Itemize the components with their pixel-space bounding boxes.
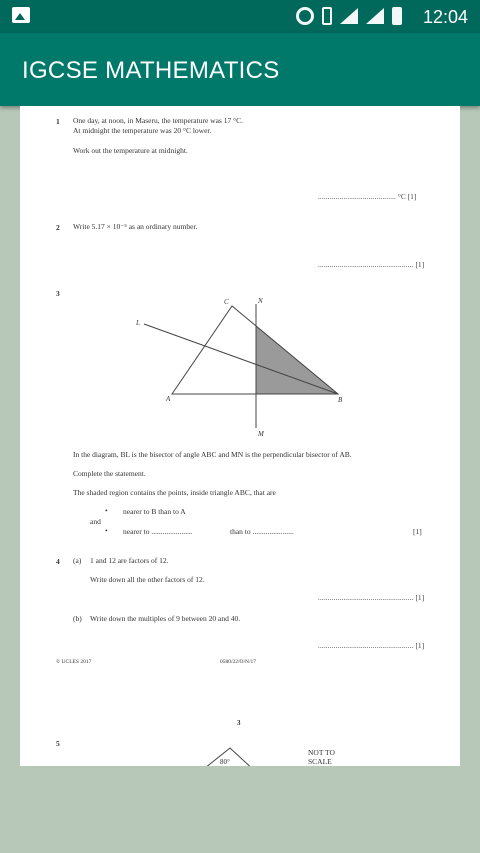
q1-number: 1 bbox=[56, 117, 60, 126]
label-m: M bbox=[258, 430, 264, 438]
status-icons bbox=[296, 6, 402, 26]
status-bar bbox=[0, 0, 480, 33]
clock: 12:04 bbox=[422, 7, 468, 27]
app-bar bbox=[0, 33, 480, 106]
footer-copyright: © UCLES 2017 bbox=[56, 659, 92, 665]
q3-line2: Complete the statement. bbox=[73, 469, 146, 478]
q2-text: Write 5.17 × 10⁻⁵ as an ordinary number. bbox=[73, 222, 198, 231]
q3-line1: In the diagram, BL is the bisector of angle ABC and MN is the perpendicular bisector of AB. bbox=[73, 450, 352, 459]
q4b-text: Write down the multiples of 9 between 20 and 40. bbox=[90, 614, 241, 623]
signal-icon bbox=[340, 8, 358, 24]
q3-mark: [1] bbox=[413, 527, 422, 536]
vibrate-icon bbox=[322, 7, 332, 25]
q2-number: 2 bbox=[56, 223, 60, 232]
q2-answer-line: ................................................. [1] bbox=[318, 261, 425, 269]
q5-diagram bbox=[190, 742, 270, 766]
q4a-label: (a) bbox=[73, 556, 82, 565]
not-to-scale-1: NOT TO bbox=[308, 748, 335, 757]
q3-and: and bbox=[90, 517, 101, 526]
q4-number: 4 bbox=[56, 557, 60, 566]
signal-icon-2 bbox=[366, 8, 384, 24]
line-bl bbox=[144, 324, 338, 394]
q3-diagram bbox=[20, 106, 460, 446]
q4a-answer-line: ................................................. [1] bbox=[318, 594, 425, 602]
app-title: IGCSE MATHEMATICS bbox=[22, 57, 280, 84]
q1-line2: At midnight the temperature was 20 °C lower. bbox=[73, 126, 212, 135]
q3-bullet2-b: than to ...................... bbox=[230, 527, 294, 536]
q5-angle: 80° bbox=[220, 758, 230, 766]
q4a-text: 1 and 12 are factors of 12. bbox=[90, 556, 169, 565]
bullet-2: • bbox=[105, 526, 108, 535]
q4b-label: (b) bbox=[73, 614, 82, 623]
q3-line3: The shaded region contains the points, inside triangle ABC, that are bbox=[73, 488, 276, 497]
bullet-1: • bbox=[105, 506, 108, 515]
label-l: L bbox=[136, 319, 140, 327]
q3-number: 3 bbox=[56, 289, 60, 298]
label-b: B bbox=[338, 396, 343, 404]
label-n: N bbox=[258, 297, 263, 305]
q1-line1: One day, at noon, in Maseru, the temperature was 17 °C. bbox=[73, 116, 243, 125]
label-a: A bbox=[166, 395, 171, 403]
battery-icon bbox=[392, 7, 402, 25]
q4a-sub: Write down all the other factors of 12. bbox=[90, 575, 205, 584]
image-notification-icon bbox=[12, 7, 30, 23]
q4b-answer-line: ................................................. [1] bbox=[318, 642, 425, 650]
not-to-scale-2: SCALE bbox=[308, 757, 332, 766]
q3-bullet1: nearer to B than to A bbox=[123, 507, 186, 516]
label-c: C bbox=[224, 298, 229, 306]
document-page[interactable] bbox=[20, 106, 460, 766]
next-page-number: 3 bbox=[237, 719, 241, 727]
q1-line3: Work out the temperature at midnight. bbox=[73, 146, 188, 155]
hotspot-icon bbox=[296, 7, 314, 25]
q3-bullet2-a: nearer to ...................... bbox=[123, 527, 193, 536]
q1-answer-line: ........................................ °C [1] bbox=[318, 193, 417, 201]
footer-paper-code: 0580/22/O/N/17 bbox=[220, 659, 257, 665]
q5-number: 5 bbox=[56, 739, 60, 748]
